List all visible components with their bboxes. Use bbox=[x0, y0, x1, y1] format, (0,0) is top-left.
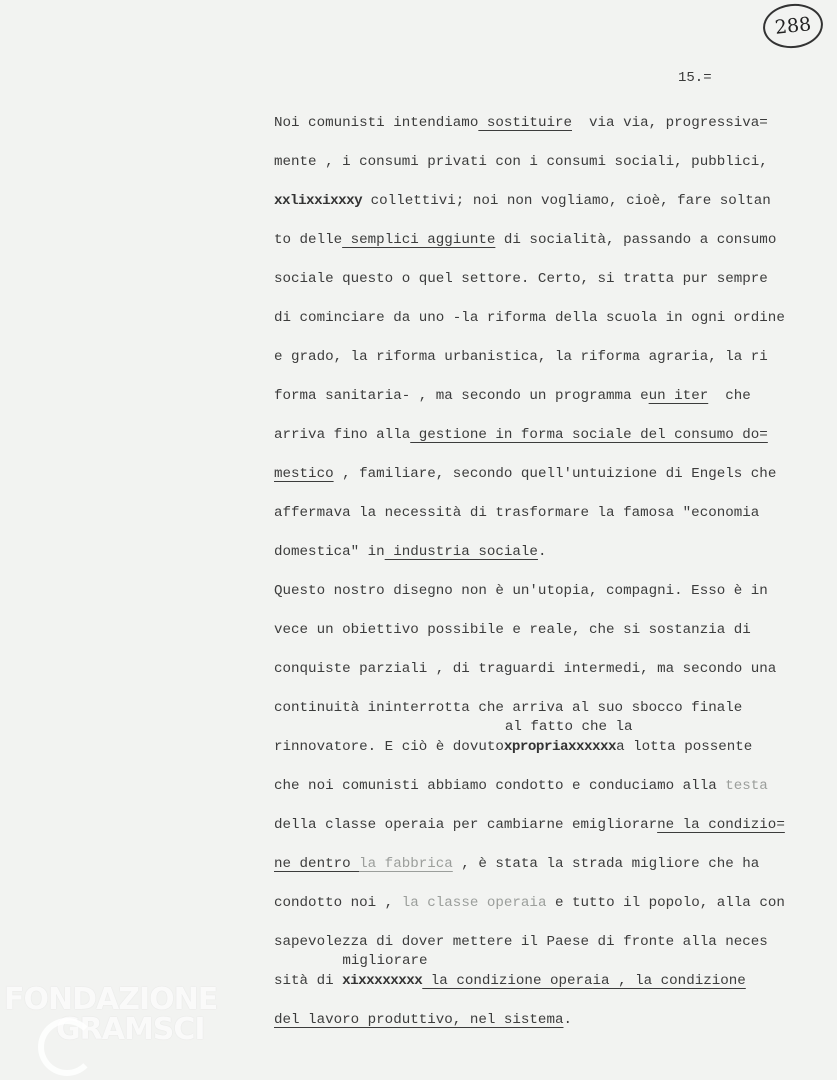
text-line bbox=[274, 1001, 814, 1040]
struck-out-text: xxlixxixxxy bbox=[274, 193, 363, 209]
text-line bbox=[274, 260, 814, 299]
struck-out-text: xpropriaxxxxxx bbox=[503, 739, 617, 755]
text-line bbox=[274, 767, 814, 806]
text-line bbox=[274, 299, 814, 338]
text-segment: che noi comunisti abbiamo condotto e conduciamo alla bbox=[274, 778, 726, 794]
text-line bbox=[274, 611, 814, 650]
text-segment: Noi comunisti intendiamo bbox=[274, 115, 479, 131]
archive-page-stamp bbox=[761, 1, 825, 51]
text-segment: che bbox=[708, 388, 751, 404]
text-segment: condotto noi , bbox=[274, 895, 402, 911]
text-segment: vece un obiettivo possibile e reale, che si sostanzia di bbox=[274, 622, 751, 638]
underlined-text: un iter bbox=[648, 388, 709, 404]
underlined-text: semplici aggiunte bbox=[342, 232, 496, 248]
text-segment: di socialità, passando a consumo bbox=[495, 232, 777, 248]
text-segment: via via, progressiva= bbox=[572, 115, 768, 131]
watermark-logo bbox=[4, 982, 218, 1047]
text-line bbox=[274, 416, 814, 455]
text-segment: e tutto il popolo, alla con bbox=[546, 895, 785, 911]
underlined-text: ne dentro bbox=[274, 856, 360, 872]
text-segment: collettivi; noi non vogliamo, cioè, fare soltan bbox=[362, 193, 771, 209]
text-segment: la classe operaia bbox=[401, 895, 547, 911]
underlined-text: la condizione operaia , la condizione bbox=[422, 973, 746, 989]
text-line bbox=[274, 494, 814, 533]
underlined-text: gestione in forma sociale del consumo do= bbox=[410, 427, 768, 443]
page-number: 15.= bbox=[678, 70, 712, 86]
watermark-line-2: GRAMSCI bbox=[56, 1012, 205, 1047]
text-line bbox=[274, 533, 814, 572]
watermark-g-mark bbox=[38, 1018, 96, 1076]
text-segment: sociale questo o quel settore. Certo, si tratta pur sempre bbox=[274, 271, 768, 287]
text-segment: , familiare, secondo quell'untuizione di Engels che bbox=[333, 466, 777, 482]
underlined-text: mestico bbox=[274, 466, 334, 482]
text-segment: conquiste parziali , di traguardi intermedi, ma secondo una bbox=[274, 661, 777, 677]
text-segment: arriva fino alla bbox=[274, 427, 411, 443]
text-segment: sapevolezza di dover mettere il Paese di fronte alla neces bbox=[274, 934, 768, 950]
interlinear-correction: al fatto che la bbox=[504, 719, 633, 735]
text-line bbox=[274, 953, 814, 1001]
text-segment: rinnovatore. E ciò è dovuto bbox=[274, 739, 504, 755]
text-segment: mente , i consumi privati con i consumi sociali, pubblici, bbox=[274, 154, 768, 170]
text-line bbox=[274, 572, 814, 611]
text-segment: . bbox=[563, 1012, 572, 1028]
text-segment: sità di bbox=[274, 973, 343, 989]
text-segment: . bbox=[537, 544, 547, 560]
text-line bbox=[274, 104, 814, 143]
stamp-number: 288 bbox=[773, 13, 813, 39]
text-segment: to delle bbox=[274, 232, 343, 248]
underlined-text: industria sociale bbox=[384, 544, 538, 560]
text-segment: forma sanitaria- , ma secondo un programma e bbox=[274, 388, 649, 404]
text-line bbox=[274, 719, 814, 767]
text-line bbox=[274, 455, 814, 494]
text-line bbox=[274, 806, 814, 845]
text-line bbox=[274, 143, 814, 182]
underlined-text: sostituire bbox=[478, 115, 572, 131]
text-line bbox=[274, 182, 814, 221]
text-segment: a lotta possente bbox=[616, 739, 753, 755]
text-segment: , è stata la strada migliore che ha bbox=[452, 856, 760, 872]
text-line bbox=[274, 650, 814, 689]
text-line bbox=[274, 221, 814, 260]
underlined-text: ne la condizio= bbox=[657, 817, 785, 833]
underlined-text: la fabbrica bbox=[359, 856, 453, 872]
underlined-text: del lavoro produttivo, nel sistema bbox=[274, 1012, 564, 1028]
struck-out-text: xixxxxxxxx bbox=[342, 973, 423, 989]
watermark-line-1: FONDAZIONE bbox=[4, 982, 218, 1017]
text-segment: continuità ininterrotta che arriva al suo sbocco finale bbox=[274, 700, 743, 716]
text-segment: testa bbox=[725, 778, 768, 794]
typewritten-body bbox=[274, 104, 814, 1040]
interlinear-correction: migliorare bbox=[342, 953, 428, 969]
text-line bbox=[274, 338, 814, 377]
text-segment: affermava la necessità di trasformare la famosa "economia bbox=[274, 505, 760, 521]
text-segment: Questo nostro disegno non è un'utopia, compagni. Esso è in bbox=[274, 583, 768, 599]
text-segment: domestica" in bbox=[274, 544, 385, 560]
text-line bbox=[274, 845, 814, 884]
text-segment: di cominciare da uno -la riforma della scuola in ogni ordine bbox=[274, 310, 785, 326]
text-line bbox=[274, 377, 814, 416]
text-segment: della classe operaia per cambiarne emigliorar bbox=[274, 817, 658, 833]
text-line bbox=[274, 884, 814, 923]
text-segment: e grado, la riforma urbanistica, la riforma agraria, la ri bbox=[274, 349, 768, 365]
